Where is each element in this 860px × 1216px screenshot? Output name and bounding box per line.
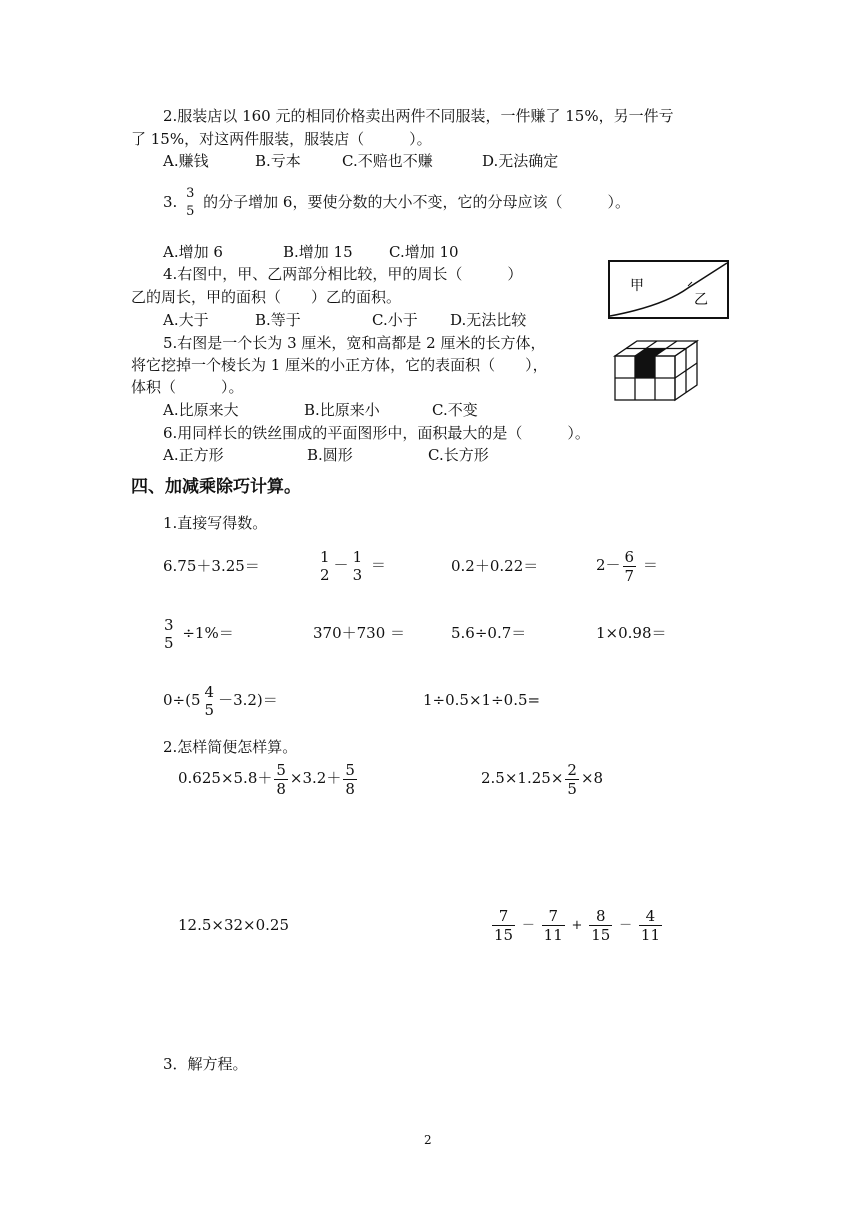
calc-r2-c1: 3 5 ÷1%＝ <box>164 616 234 652</box>
q2-option-a: A.赚钱 <box>163 152 209 170</box>
q3-line <box>163 184 630 221</box>
q3-option-c: C.增加 10 <box>389 243 459 261</box>
fraction: $\frac{2}{5}$ <box>567 760 577 798</box>
fraction: $\frac{7}{15}$ <box>494 906 514 944</box>
fraction: 3 5 <box>164 616 174 652</box>
q2-line1: 2.服装店以 160 元的相同价格卖出两件不同服装，一件赚了 15%，另一件亏 <box>163 107 674 125</box>
section-4-sub3: 3．解方程。 <box>163 1055 248 1073</box>
q5-option-a: A.比原来大 <box>163 401 239 419</box>
calc-r1-c1: 6.75＋3.25＝ <box>163 557 260 575</box>
q6-option-c: C.长方形 <box>428 446 489 464</box>
calc-r3-c2: 1÷0.5×1÷0.5= <box>423 691 541 709</box>
q4-option-d: D.无法比较 <box>450 311 527 329</box>
q6-line1: 6.用同样长的铁丝围成的平面图形中，面积最大的是（ ）。 <box>163 424 590 442</box>
simplify-e4: $\frac{7}{15}$ － $\frac{7}{11}$ + $\frac{8}{15}$ － $\frac{4}{11}$ <box>494 906 660 944</box>
q4-figure <box>608 260 730 320</box>
q3-option-a: A.增加 6 <box>163 243 223 261</box>
simplify-e1: 0.625×5.8＋ $\frac{5}{8}$ ×3.2＋ $\frac{5}{8}$ <box>178 760 355 798</box>
q4-option-b: B.等于 <box>255 311 301 329</box>
q2-option-c: C.不赔也不赚 <box>342 152 433 170</box>
q3-fraction: 3 5 <box>186 186 195 219</box>
q4-option-c: C.小于 <box>372 311 418 329</box>
calc-r1-c4: 2－ $\frac{6}{7}$ ＝ <box>596 547 658 585</box>
q5-line2: 将它挖掉一个棱长为 1 厘米的小正方体，它的表面积（ ）， <box>131 356 548 374</box>
calc-r1-c2: 1 2 － 1 3 ＝ <box>320 548 386 584</box>
calc-r3-c1: 0÷(5 4 5 －3.2)＝ <box>163 683 278 719</box>
section-4-sub1: 1.直接写得数。 <box>163 514 268 532</box>
q5-option-b: B.比原来小 <box>304 401 380 419</box>
q5-cuboid-figure <box>612 338 712 404</box>
fraction: $\frac{5}{8}$ <box>345 760 355 798</box>
q4-label-jia: 甲 <box>630 278 644 294</box>
fraction: $\frac{7}{11}$ <box>543 906 563 944</box>
q4-line2: 乙的周长，甲的面积（ ）乙的面积。 <box>131 288 402 306</box>
q6-option-b: B.圆形 <box>307 446 353 464</box>
fraction: 1 2 <box>320 548 330 584</box>
fraction: $\frac{6}{7}$ <box>624 547 635 585</box>
q5-line3: 体积（ ）。 <box>131 378 244 396</box>
q4-line1: 4.右图中，甲、乙两部分相比较，甲的周长（ ） <box>163 265 523 283</box>
page-number: 2 <box>424 1133 432 1147</box>
q3-option-b: B.增加 15 <box>283 243 353 261</box>
q6-option-a: A.正方形 <box>163 446 224 464</box>
q2-option-d: D.无法确定 <box>482 152 559 170</box>
q3-text: 的分子增加 6，要使分数的大小不变，它的分母应该（ ）。 <box>203 193 630 211</box>
q3-number: 3. <box>163 193 178 211</box>
calc-r2-c2: 370＋730 ＝ <box>313 624 406 642</box>
calc-r2-c3: 5.6÷0.7＝ <box>451 624 527 642</box>
simplify-e2: 2.5×1.25× $\frac{2}{5}$ ×8 <box>481 760 604 798</box>
q5-line1: 5.右图是一个长为 3 厘米，宽和高都是 2 厘米的长方体， <box>163 334 546 352</box>
fraction: 1 3 <box>352 548 363 584</box>
q2-line2: 了 15%，对这两件服装，服装店（ ）。 <box>131 130 432 148</box>
q4-label-yi: 乙 <box>694 292 708 308</box>
section-4-sub2: 2.怎样简便怎样算。 <box>163 738 298 756</box>
calc-r2-c4: 1×0.98＝ <box>596 624 667 642</box>
q4-option-a: A.大于 <box>163 311 209 329</box>
calc-r1-c3: 0.2＋0.22＝ <box>451 557 539 575</box>
fraction: 4 5 <box>204 683 215 719</box>
q2-option-b: B.亏本 <box>255 152 301 170</box>
q5-option-c: C.不变 <box>432 401 478 419</box>
fraction: $\frac{5}{8}$ <box>276 760 286 798</box>
section-4-title: 四、加减乘除巧计算。 <box>131 477 301 497</box>
simplify-e3: 12.5×32×0.25 <box>178 916 290 934</box>
fraction: $\frac{8}{15}$ <box>591 906 611 944</box>
fraction: $\frac{4}{11}$ <box>640 906 660 944</box>
